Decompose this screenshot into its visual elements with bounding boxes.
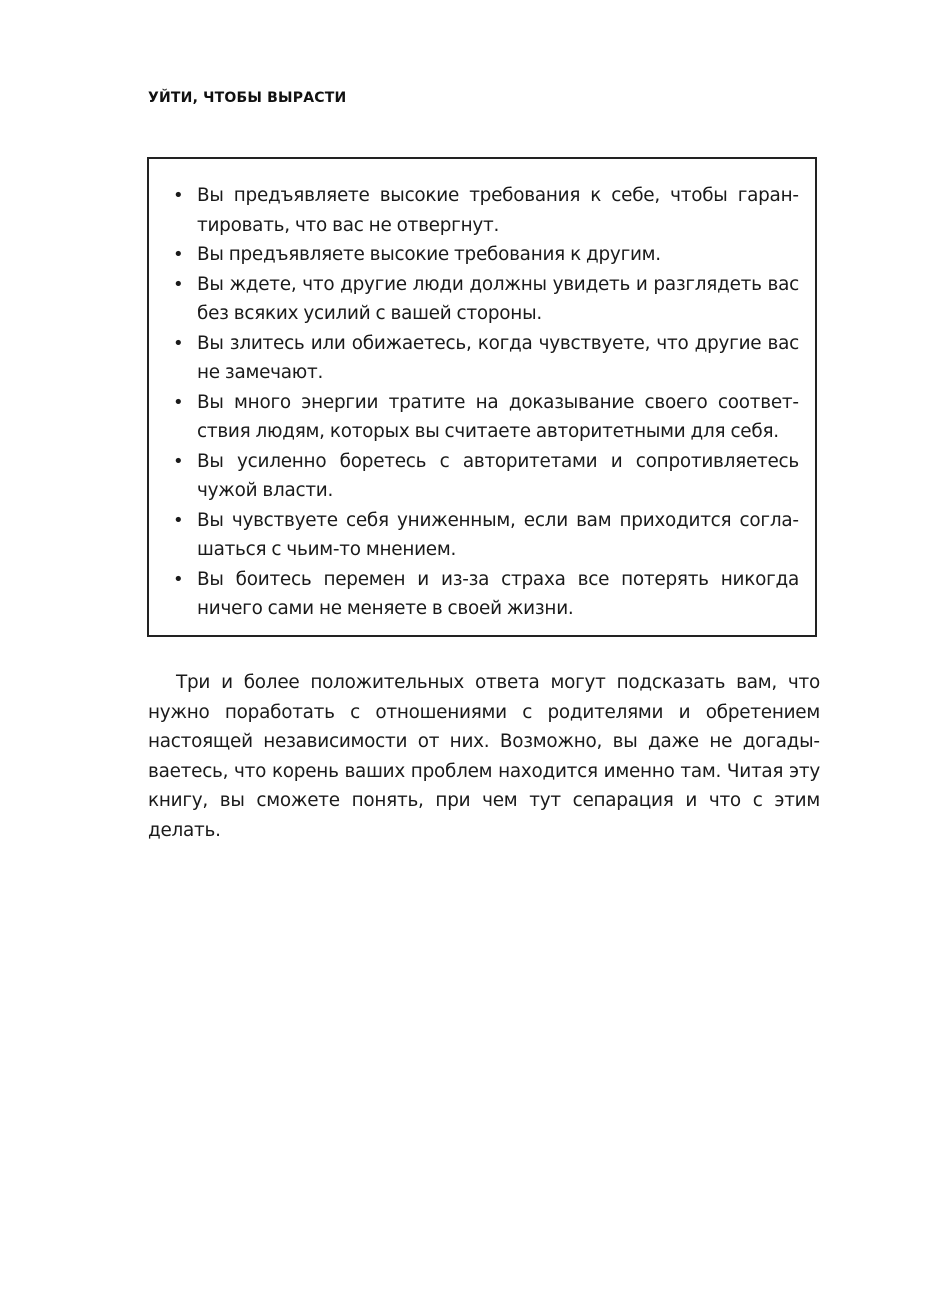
checklist-item-text: Вы предъявляете высокие требования к другим. (197, 244, 661, 265)
checklist-item (171, 447, 799, 506)
checklist-item (171, 565, 799, 624)
bullet-icon: • (173, 391, 184, 413)
checklist-item (171, 270, 799, 329)
checklist-item-text: Вы чувствуете себя униженным, если вам приходится соглашаться с чьим-то мнением. (197, 509, 799, 560)
checklist (171, 181, 799, 624)
checklist-item (171, 181, 799, 240)
checklist-item (171, 506, 799, 565)
checklist-item (171, 329, 799, 388)
bullet-icon: • (173, 509, 184, 531)
checklist-item-text: Вы ждете, что другие люди должны увидеть и разглядеть вас без всяких усилий с вашей стороны. (197, 273, 799, 324)
summary-paragraph: Три и более положительных ответа могут подсказать вам, что нужно поработать с отношениями с родителями и обретением настоящей независимости от них. Возможно, вы даже не догадываетесь, что корень ваших проблем находится именно там. Читая эту книгу, вы сможете понять, при чем тут сепарация и что с этим делать. (148, 672, 820, 841)
checklist-item-text: Вы предъявляете высокие требования к себе, чтобы гарантировать, что вас не отвергнут. (197, 185, 799, 236)
bullet-icon: • (173, 450, 184, 472)
checklist-item-text: Вы боитесь перемен и из-за страха все потерять никогда ничего сами не меняете в своей жизни. (197, 568, 799, 619)
bullet-icon: • (173, 568, 184, 590)
checklist-item-text: Вы усиленно боретесь с авторитетами и сопротивляетесь чужой власти. (197, 450, 799, 501)
checklist-item (171, 240, 799, 270)
checklist-box (147, 157, 817, 637)
checklist-item-text: Вы злитесь или обижаетесь, когда чувствуете, что другие вас не замечают. (197, 332, 799, 383)
bullet-icon: • (173, 273, 184, 295)
bullet-icon: • (173, 244, 184, 265)
bullet-icon: • (173, 332, 184, 354)
checklist-item (171, 388, 799, 447)
running-header: УЙТИ, ЧТОБЫ ВЫРАСТИ (148, 90, 347, 106)
checklist-item-text: Вы много энергии тратите на доказывание своего соответствия людям, которых вы считаете авторитетными для себя. (197, 391, 799, 442)
bullet-icon: • (173, 185, 184, 206)
